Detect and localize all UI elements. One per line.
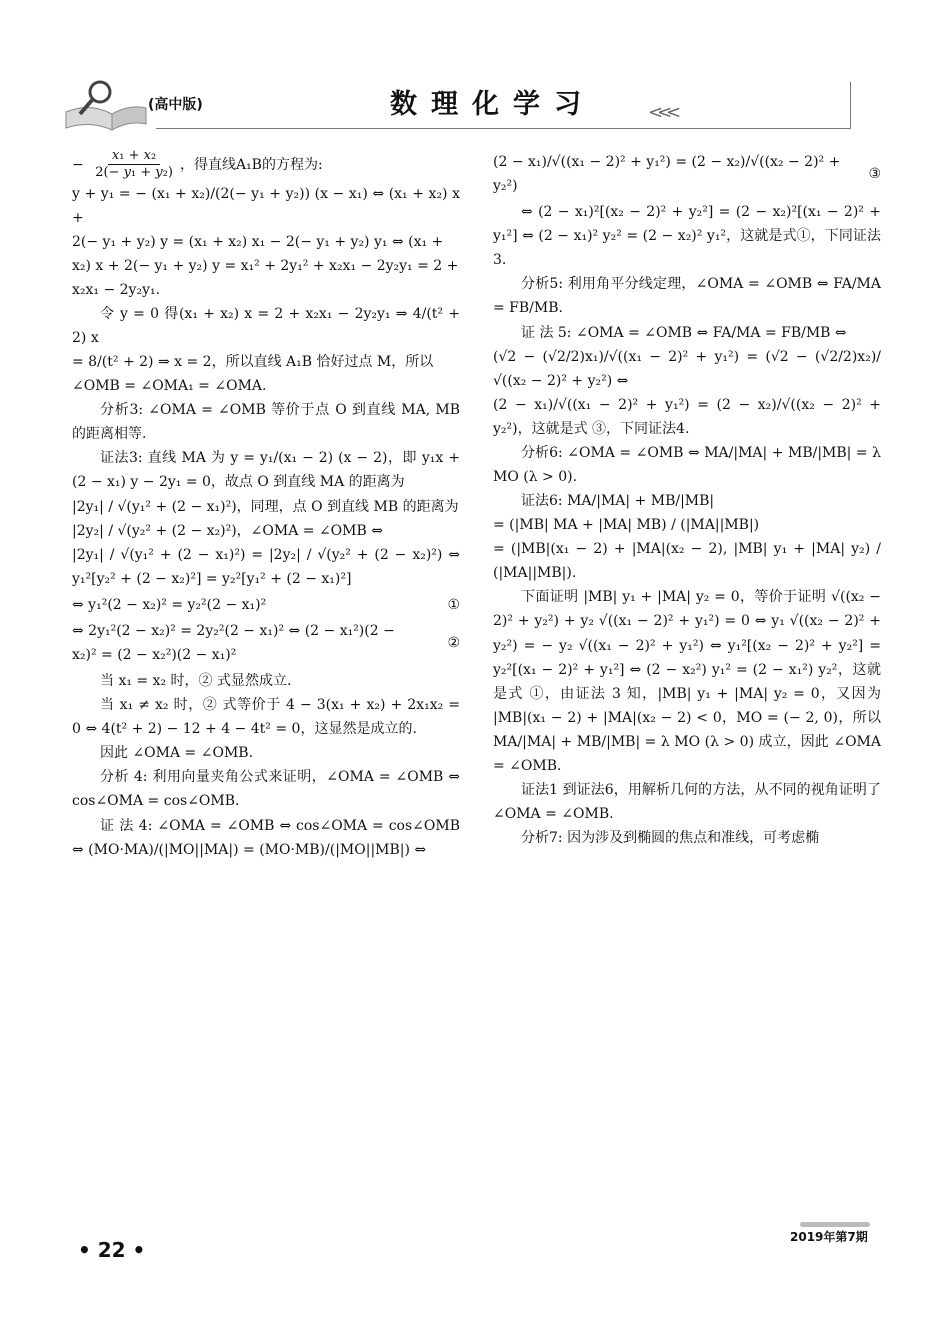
proof-5-a: 证 法 5: ∠OMA = ∠OMB ⇔ FA/MA = FB/MB ⇔ <box>521 324 847 341</box>
analysis-7: 分析7: 因为涉及到椭圆的焦点和准线，可考虑椭 <box>521 830 820 847</box>
right-column <box>493 148 881 850</box>
line-5: x₂x₁ − 2y₂y₁. <box>72 281 161 298</box>
proof-4: 证 法 4: ∠OMA = ∠OMB ⇔ cos∠OMA = cos∠OMB ⇔ (MO·MA)/(|MO||MA|) = (MO·MB)/(|MO||MB|) ⇔ <box>72 817 460 858</box>
page-number: • 22 • <box>78 1238 146 1262</box>
proof-3-b: |2y₁| / √(y₁² + (2 − x₁)²)，同理，点 O 到直线 MB 的距离为 <box>72 498 459 515</box>
issue-label: 2019年第7期 <box>790 1230 868 1244</box>
left-column <box>72 148 460 862</box>
header-vertical-rule <box>850 82 851 129</box>
proof-6-d: 下面证明 |MB| y₁ + |MA| y₂ = 0，等价于证明 √((x₂ − 2)² + y₂²) + y₂ √((x₁ − 2)² + y₁²) = 0 ⇔ y₁ √((x₂ − 2)² + y₂²) = − y₂ √((x₁ − 2)² + y₁²) ⇔ y₁²[(x₂ − 2)² + y₂²] = y₂²[(x₁ − 2)² + y₁²] ⇔ (2 − x₂²) y₁² = (2 − x₁²) y₂²，这就是式 ①，由证法 3 知，|MB| y₁ + |MA| y₂ = 0，又因为 |MB|(x₁ − 2) + |MA|(x₂ − 2) < 0，MO = (− 2, 0)，所以 MA/|MA| + MB/|MB| = λ MO (λ > 0) 成立，因此 ∠OMA = ∠OMB. <box>493 589 881 774</box>
proof-3-d: |2y₁| / √(y₁² + (2 − x₁)²) = |2y₂| / √(y₂² + (2 − x₂)²) ⇔ y₁²[y₂² + (2 − x₂)²] = y₂²[y₁² + (2 − x₁)²] <box>72 546 460 587</box>
proof-3-c: |2y₂| / √(y₂² + (2 − x₂)²)，∠OMA = ∠OMB ⇔ <box>72 522 383 539</box>
equation-3: (2 − x₁)/√((x₁ − 2)² + y₁²) = (2 − x₂)/√((x₂ − 2)² + y₂²) ③ <box>493 154 881 195</box>
equation-2: ⇔ 2y₁²(2 − x₂)² = 2y₂²(2 − x₁)² ⇔ (2 − x₁²)(2 − x₂)² = (2 − x₂²)(2 − x₁)² ② <box>72 622 460 663</box>
equation-1: ⇔ y₁²(2 − x₂)² = y₂²(2 − x₁)² ① <box>72 596 460 613</box>
case-2: 当 x₁ ≠ x₂ 时，② 式等价于 4 − 3(x₁ + x₂) + 2x₁x₂ = 0 ⇔ 4(t² + 2) − 12 + 4 − 4t² = 0，这显然是成立的. <box>72 697 460 738</box>
analysis-6: 分析6: ∠OMA = ∠OMB ⇔ MA/|MA| + MB/|MB| = λ MO (λ > 0). <box>493 444 881 486</box>
analysis-3: 分析3: ∠OMA = ∠OMB 等价于点 O 到直线 MA, MB 的距离相等. <box>72 402 460 443</box>
line-3: 2(− y₁ + y₂) y = (x₁ + x₂) x₁ − 2(− y₁ + y₂) y₁ ⇔ (x₁ + <box>72 233 444 250</box>
conclusion-3: 因此 ∠OMA = ∠OMB. <box>100 745 254 762</box>
header-rule <box>156 128 850 129</box>
proof-3-a: 证法3: 直线 MA 为 y = y₁/(x₁ − 2) (x − 2)，即 y₁x + (2 − x₁) y − 2y₁ = 0，故点 O 到直线 MA 的距离为 <box>72 450 460 491</box>
chevron-left-icon: <<< <box>648 102 676 123</box>
summary: 证法1 到证法6，用解析几何的方法，从不同的视角证明了 ∠OMA = ∠OMB. <box>493 782 881 823</box>
right-line-2: ⇔ (2 − x₁)²[(x₂ − 2)² + y₂²] = (2 − x₂)²[(x₁ − 2)² + y₁²] ⇔ (2 − x₁)² y₂² = (2 − x₂)² y₁²，这就是式①，下同证法3. <box>493 204 881 269</box>
line-2: y + y₁ = − (x₁ + x₂)/(2(− y₁ + y₂)) (x − x₁) ⇔ (x₁ + x₂) x + <box>72 185 460 226</box>
line-1: − $\frac{\text{x₁ + x₂}}{\text{2(− y₁ + y₂)}}$ ，得直线A₁B的方程为: <box>72 148 323 181</box>
proof-6-a: 证法6: MA/|MA| + MB/|MB| <box>521 493 715 510</box>
proof-6-c: = (|MB|(x₁ − 2) + |MA|(x₂ − 2), |MB| y₁ + |MA| y₂) / (|MA||MB|). <box>493 541 881 582</box>
line-6: 令 y = 0 得(x₁ + x₂) x = 2 + x₂x₁ − 2y₂y₁ ⇒ 4/(t² + 2) x <box>72 305 460 346</box>
line-8: ∠OMB = ∠OMA₁ = ∠OMA. <box>72 378 267 395</box>
issue-decoration <box>800 1222 870 1227</box>
analysis-4: 分析 4: 利用向量夹角公式来证明，∠OMA = ∠OMB ⇔ cos∠OMA = cos∠OMB. <box>72 769 460 810</box>
edition-label: (高中版) <box>148 97 203 113</box>
journal-title: 数理化学习 <box>390 89 595 120</box>
case-1: 当 x₁ = x₂ 时，② 式显然成立. <box>100 673 292 690</box>
page-header <box>60 72 860 142</box>
line-4: x₂) x + 2(− y₁ + y₂) y = x₁² + 2y₁² + x₂x₁ − 2y₂y₁ = 2 + <box>72 257 459 274</box>
book-magnifier-logo-icon <box>60 72 150 134</box>
analysis-5: 分析5: 利用角平分线定理，∠OMA = ∠OMB ⇔ FA/MA = FB/MB. <box>493 276 881 317</box>
proof-5-c: (2 − x₁)/√((x₁ − 2)² + y₁²) = (2 − x₂)/√((x₂ − 2)² + y₂²)，这就是式 ③，下同证法4. <box>493 396 881 437</box>
line-7: = 8/(t² + 2) ⇒ x = 2，所以直线 A₁B 恰好过点 M，所以 <box>72 354 434 371</box>
proof-6-b: = (|MB| MA + |MA| MB) / (|MA||MB|) <box>493 517 760 534</box>
proof-5-b: (√2 − (√2/2)x₁)/√((x₁ − 2)² + y₁²) = (√2 − (√2/2)x₂)/√((x₂ − 2)² + y₂²) ⇔ <box>493 348 881 389</box>
